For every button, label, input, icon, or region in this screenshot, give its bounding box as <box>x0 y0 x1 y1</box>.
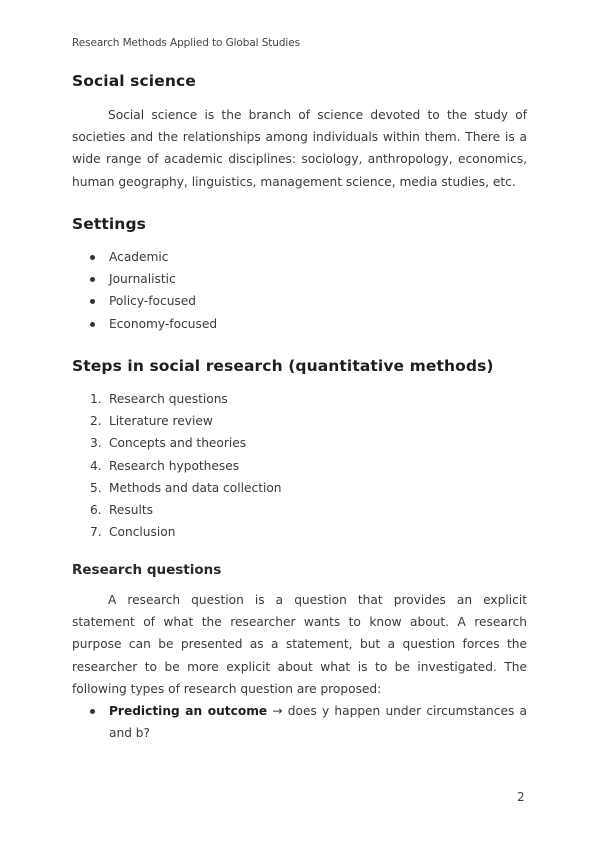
list-item: 2. Literature review <box>90 414 213 429</box>
running-header: Research Methods Applied to Global Studies <box>72 37 300 49</box>
list-item: 5. Methods and data collection <box>90 480 282 495</box>
heading-social-science: Social science <box>72 72 196 90</box>
question-type-term: Predicting an outcome <box>109 704 268 718</box>
bullet-icon <box>90 277 95 282</box>
bullet-icon <box>90 299 95 304</box>
bullet-icon <box>90 322 95 327</box>
list-item <box>72 700 527 744</box>
heading-settings: Settings <box>72 215 146 233</box>
paragraph-research-questions: A research question is a question that provides an explicit statement of what the researcher wants to know about. A research purpose can be presented as a statement, but a question forces the researcher to be more explicit about what is to be investigated. The following types of research question are proposed: <box>72 593 527 696</box>
question-type-description: → does y happen under circumstances a and b? <box>109 704 527 741</box>
question-types-list <box>72 700 527 744</box>
settings-list <box>72 246 217 335</box>
list-item: Journalistic <box>72 268 217 290</box>
list-item: 7. Conclusion <box>90 525 176 540</box>
list-item: 3. Concepts and theories <box>90 436 247 451</box>
list-item: Economy-focused <box>72 313 217 335</box>
heading-steps: Steps in social research (quantitative methods) <box>72 357 494 375</box>
list-item: Policy-focused <box>72 290 217 312</box>
page-number: 2 <box>517 790 525 804</box>
list-item: 1. Research questions <box>90 392 228 406</box>
list-item: 6. Results <box>90 503 154 518</box>
bullet-icon <box>90 709 95 714</box>
list-item: Academic <box>72 246 217 268</box>
heading-research-questions: Research questions <box>72 562 222 578</box>
paragraph-social-science: Social science is the branch of science devoted to the study of societies and the relationships among individuals within them. There is a wide range of academic disciplines: sociology, anthropology, economics, human geography, linguistics, management science, media studies, etc. <box>72 108 527 189</box>
list-item: 4. Research hypotheses <box>90 458 240 473</box>
bullet-icon <box>90 255 95 260</box>
steps-list <box>72 388 282 543</box>
